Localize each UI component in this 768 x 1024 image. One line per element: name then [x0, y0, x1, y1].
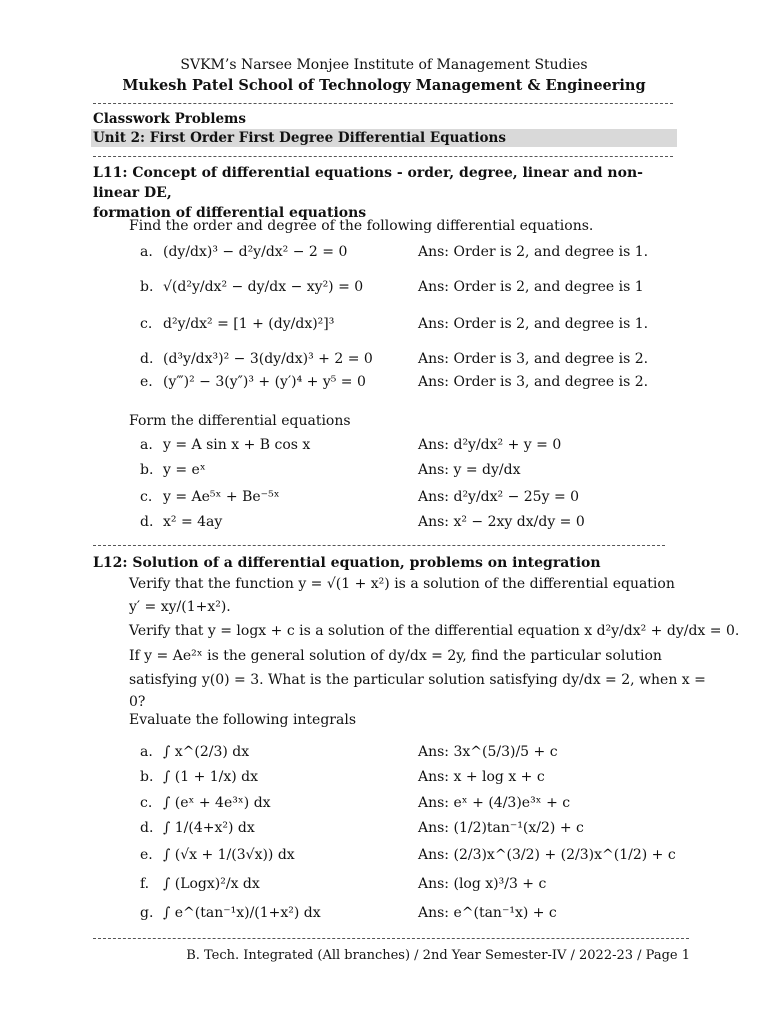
item-label: c.	[140, 316, 153, 332]
answer: Ans: d²y/dx² − 25y = 0	[418, 489, 580, 505]
answer: Ans: (log x)³/3 + c	[418, 876, 547, 892]
integral: ∫ (eˣ + 4e³ˣ) dx	[163, 795, 271, 811]
item-label: f.	[140, 876, 150, 892]
school-name: Mukesh Patel School of Technology Management & Engineering	[122, 77, 646, 94]
equation: (dy/dx)³ − d²y/dx² − 2 = 0	[163, 244, 348, 260]
item-label: b.	[140, 462, 154, 478]
integral: ∫ (Logx)²/x dx	[163, 876, 260, 892]
integral: ∫ (1 + 1/x) dx	[163, 769, 259, 785]
equation: y = A sin x + B cos x	[163, 437, 311, 453]
problem-3-line-1: If y = Ae²ˣ is the general solution of dy/dx = 2y, find the particular solution	[129, 648, 662, 664]
equation: (y‴)² − 3(y″)³ + (y′)⁴ + y⁵ = 0	[163, 374, 366, 390]
order-intro: Find the order and degree of the following differential equations.	[129, 218, 594, 234]
equation: (d³y/dx³)² − 3(dy/dx)³ + 2 = 0	[163, 351, 373, 367]
answer: Ans: x² − 2xy dx/dy = 0	[418, 514, 585, 530]
equation: √(d²y/dx² − dy/dx − xy²) = 0	[163, 279, 364, 295]
form-intro: Form the differential equations	[129, 413, 351, 429]
item-label: b.	[140, 769, 154, 785]
footer-divider	[93, 938, 689, 939]
answer: Ans: 3x^(5/3)/5 + c	[418, 744, 558, 760]
integral: ∫ e^(tan⁻¹x)/(1+x²) dx	[163, 905, 321, 921]
divider	[93, 156, 673, 157]
equation: y = eˣ	[163, 462, 206, 478]
institute-name: SVKM’s Narsee Monjee Institute of Management Studies	[180, 57, 588, 73]
problem-2: Verify that y = logx + c is a solution of the differential equation x d²y/dx² + dy/dx = 0.	[129, 623, 740, 639]
item-label: a.	[140, 744, 153, 760]
classwork-title: Classwork Problems	[93, 111, 246, 127]
l11-heading	[93, 163, 683, 223]
item-label: a.	[140, 244, 153, 260]
problem-1-line-2: y′ = xy/(1+x²).	[129, 599, 231, 615]
item-label: d.	[140, 514, 154, 530]
problem-1-line-1: Verify that the function y = √(1 + x²) is a solution of the differential equation	[129, 576, 675, 592]
equation: y = Ae⁵ˣ + Be⁻⁵ˣ	[163, 489, 280, 505]
answer: Ans: (2/3)x^(3/2) + (2/3)x^(1/2) + c	[418, 847, 676, 863]
answer: Ans: Order is 3, and degree is 2.	[418, 351, 649, 367]
l11-heading-line1: L11: Concept of differential equations - order, degree, linear and non-linear DE,	[93, 165, 643, 201]
problem-3-line-3: 0?	[129, 694, 146, 710]
integrals-intro: Evaluate the following integrals	[129, 712, 357, 728]
item-label: a.	[140, 437, 153, 453]
equation: x² = 4ay	[163, 514, 223, 530]
item-label: e.	[140, 374, 153, 390]
divider	[93, 545, 665, 546]
item-label: e.	[140, 847, 153, 863]
answer: Ans: e^(tan⁻¹x) + c	[418, 905, 557, 921]
answer: Ans: x + log x + c	[418, 769, 545, 785]
answer: Ans: Order is 2, and degree is 1	[418, 279, 644, 295]
answer: Ans: Order is 2, and degree is 1.	[418, 244, 649, 260]
equation: d²y/dx² = [1 + (dy/dx)²]³	[163, 316, 335, 332]
divider	[93, 103, 673, 104]
answer: Ans: Order is 3, and degree is 2.	[418, 374, 649, 390]
item-label: b.	[140, 279, 154, 295]
item-label: d.	[140, 351, 154, 367]
unit-title: Unit 2: First Order First Degree Differential Equations	[93, 130, 506, 146]
answer: Ans: Order is 2, and degree is 1.	[418, 316, 649, 332]
item-label: g.	[140, 905, 154, 921]
l11-heading-line2: formation of differential equations	[93, 205, 367, 221]
page-footer: B. Tech. Integrated (All branches) / 2nd Year Semester-IV / 2022-23 / Page 1	[186, 948, 690, 963]
item-label: c.	[140, 795, 153, 811]
answer: Ans: (1/2)tan⁻¹(x/2) + c	[418, 820, 584, 836]
integral: ∫ (√x + 1/(3√x)) dx	[163, 847, 295, 863]
answer: Ans: eˣ + (4/3)e³ˣ + c	[418, 795, 571, 811]
item-label: d.	[140, 820, 154, 836]
integral: ∫ 1/(4+x²) dx	[163, 820, 255, 836]
item-label: c.	[140, 489, 153, 505]
problem-3-line-2: satisfying y(0) = 3. What is the particular solution satisfying dy/dx = 2, when x =	[129, 672, 706, 688]
answer: Ans: y = dy/dx	[418, 462, 521, 478]
integral: ∫ x^(2/3) dx	[163, 744, 250, 760]
answer: Ans: d²y/dx² + y = 0	[418, 437, 562, 453]
l12-heading: L12: Solution of a differential equation, problems on integration	[93, 555, 601, 571]
